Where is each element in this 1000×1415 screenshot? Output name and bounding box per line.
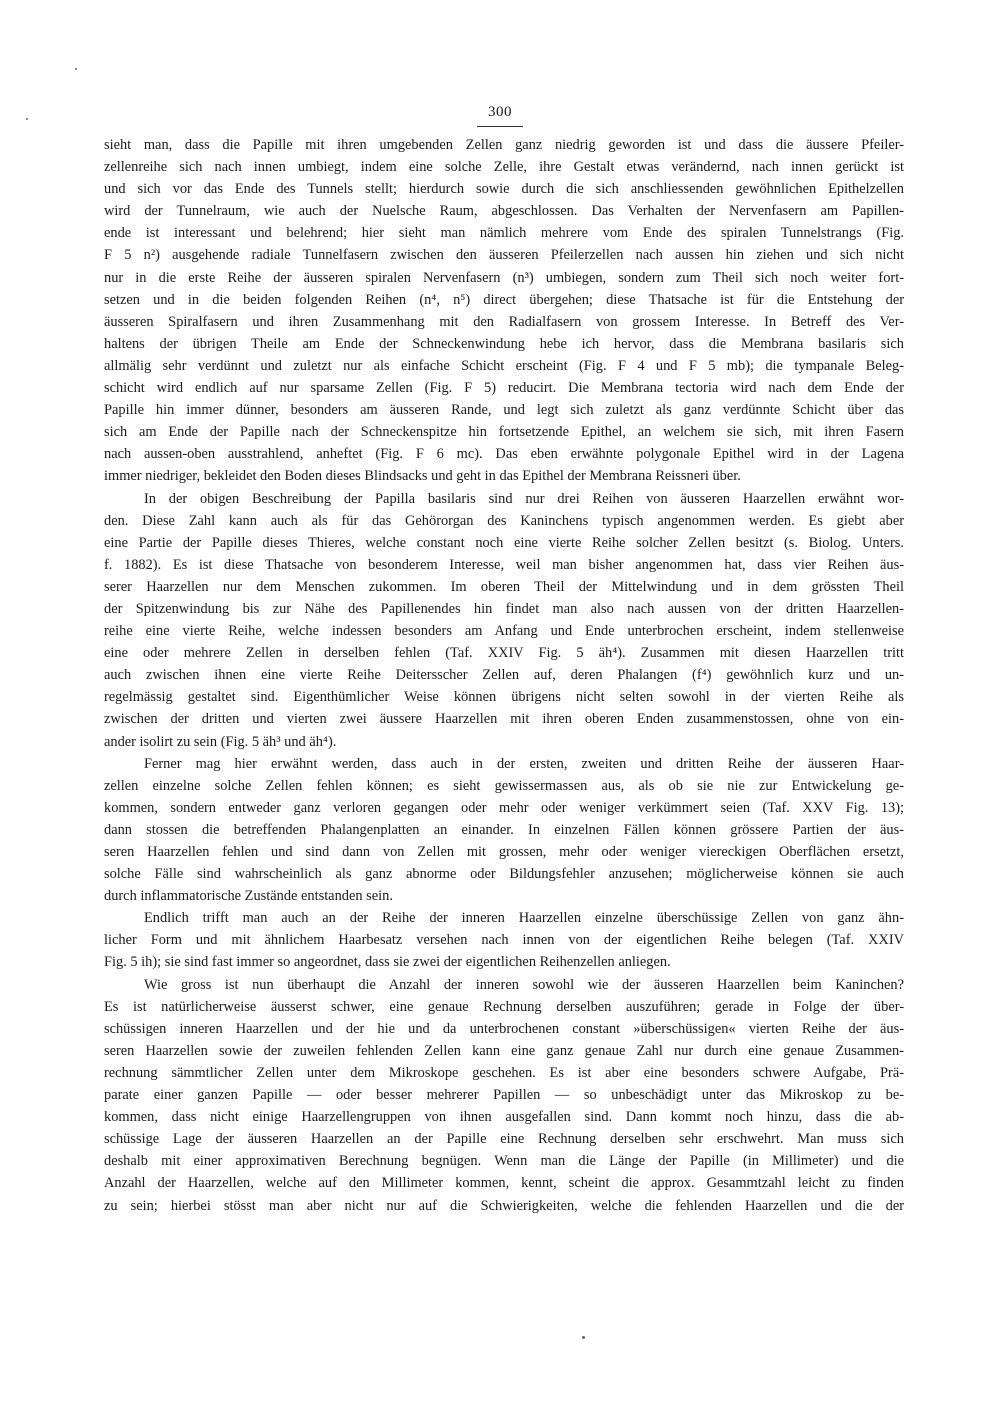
- print-speck: [582, 1336, 585, 1339]
- text-line: rechnung sämmtlicher Zellen unter dem Mikroskope geschehen. Es ist aber eine besonders schwere Aufgabe, Prä-: [104, 1064, 904, 1081]
- text-line: Papille hin immer dünner, besonders am äusseren Rande, und legt sich zuletzt als ganz verdünnte Schicht über das: [104, 402, 904, 419]
- text-line: äusseren Spiralfasern und ihren Zusammenhang mit den Radialfasern von grossem Interesse. In Betreff des Ver-: [104, 313, 904, 330]
- text-line: durch inflammatorische Zustände entstanden sein.: [104, 888, 393, 905]
- text-line: eine Partie der Papille dieses Thieres, welche constant noch eine vierte Reihe solcher Zellen besitzt (s. Biolog. Unters.: [104, 534, 904, 551]
- text-line: setzen und in die beiden folgenden Reihen (n⁴, n⁵) direct übergehen; diese Thatsache ist für die Entstehung der: [104, 291, 904, 308]
- print-speck: [26, 118, 28, 120]
- text-line: reihe eine vierte Reihe, welche indessen besonders am Anfang und Ende unterbrochen erscheint, indem stellenweise: [104, 623, 904, 640]
- page-number-rule: [477, 126, 523, 127]
- text-line: solche Fälle sind wahrscheinlich als ganz abnorme oder Bildungsfehler anzusehen; möglicherweise können sie auch: [104, 866, 904, 883]
- text-line: sieht man, dass die Papille mit ihren umgebenden Zellen ganz niedrig geworden ist und dass die äussere Pfeiler-: [104, 137, 904, 153]
- text-line: ende ist interessant und belehrend; hier sieht man nämlich mehrere vom Ende des spiralen Tunnelstrangs (Fig.: [104, 225, 904, 242]
- text-line: ander isolirt zu sein (Fig. 5 äh³ und äh⁴).: [104, 733, 337, 750]
- text-line: und sich vor das Ende des Tunnels stellt; hierdurch sowie durch die sich anschliessenden gewöhnlichen Epithelzellen: [104, 181, 904, 198]
- text-line: eine oder mehrere Zellen in derselben fehlen (Taf. XXIV Fig. 5 äh⁴). Zusammen mit diesen Haarzellen tritt: [104, 645, 904, 662]
- text-line: f. 1882). Es ist diese Thatsache von besonderem Interesse, weil man bisher angenommen hat, dass vier Reihen äus-: [104, 556, 904, 573]
- text-line: F 5 n²) ausgehende radiale Tunnelfasern zwischen den äusseren Pfeilerzellen nach aussen hin ziehen und sich nicht: [104, 247, 904, 264]
- text-line: schüssige Lage der äusseren Haarzellen an der Papille eine Rechnung derselben sehr erschwehrt. Man muss sich: [104, 1131, 904, 1148]
- text-line: auch zwischen ihnen eine vierte Reihe Deitersscher Zellen auf, deren Phalangen (f⁴) gewöhnlich kurz und un-: [104, 667, 904, 684]
- text-line: kommen, dass nicht einige Haarzellengruppen von ihnen ausgefallen sind. Dann kommt noch hinzu, dass die ab-: [104, 1109, 904, 1126]
- print-speck: [75, 68, 77, 70]
- text-line: schüssigen inneren Haarzellen und der hie und da unterbrochenen constant »überschüssigen« vierten Reihe der äus-: [104, 1020, 904, 1037]
- text-line: sich am Ende der Papille nach der Schneckenspitze hin fortsetzende Epithel, an welchem sie sich, mit ihren Fasern: [104, 424, 904, 441]
- text-line: immer niedriger, bekleidet den Boden dieses Blindsacks und geht in das Epithel der Membrana Reissneri über.: [104, 468, 741, 485]
- text-line: dann stossen die betreffenden Phalangenplatten an einander. In einzelnen Fällen können grössere Partien der äus-: [104, 821, 904, 838]
- text-line: deshalb mit einer approximativen Berechnung begnügen. Wenn man die Länge der Papille (in Millimeter) und die: [104, 1153, 904, 1170]
- text-line: den. Diese Zahl kann auch als für das Gehörorgan des Kaninchens typisch angenommen werden. Es giebt aber: [104, 512, 904, 529]
- text-line: Ferner mag hier erwähnt werden, dass auch in der ersten, zweiten und dritten Reihe der äusseren Haar-: [144, 755, 904, 772]
- text-line: Wie gross ist nun überhaupt die Anzahl der inneren sowohl wie der äusseren Haarzellen beim Kaninchen?: [144, 976, 904, 993]
- text-line: In der obigen Beschreibung der Papilla basilaris sind nur drei Reihen von äusseren Haarzellen erwähnt wor-: [144, 490, 904, 507]
- text-line: seren Haarzellen sowie der zuweilen fehlenden Zellen kann eine ganz genaue Zahl nur durch eine genaue Zusammen-: [104, 1042, 904, 1059]
- text-line: nach aussen-oben ausstrahlend, anheftet (Fig. F 6 mc). Das eben erwähnte polygonale Epithel wird in der Lagena: [104, 446, 904, 463]
- text-line: Es ist natürlicherweise äusserst schwer, eine genaue Rechnung derselben auszuführen; gerade in Folge der über-: [104, 998, 904, 1015]
- text-line: zellenreihe sich nach innen umbiegt, indem eine solche Zelle, ihre Gestalt etwas verändernd, nach innen gerückt ist: [104, 159, 904, 176]
- text-line: parate einer ganzen Papille — oder besser mehrerer Papillen — so unbeschädigt unter das Mikroskop zu be-: [104, 1087, 904, 1104]
- text-line: Endlich trifft man auch an der Reihe der inneren Haarzellen einzelne überschüssige Zellen von ganz ähn-: [144, 910, 904, 927]
- text-line: kommen, sondern entweder ganz verloren gegangen oder mehr oder weniger verkümmert seien (Taf. XXV Fig. 13);: [104, 799, 904, 816]
- body-text: [104, 134, 904, 1217]
- text-line: seren Haarzellen fehlen und sind dann von Zellen mit grossen, mehr oder weniger viereckigen Oberflächen ersetzt,: [104, 844, 904, 860]
- text-line: allmälig sehr verdünnt und zuletzt nur als einfache Schicht erscheint (Fig. F 4 und F 5 mb); die tympanale Beleg-: [104, 357, 904, 374]
- text-line: licher Form und mit ähnlichem Haarbesatz versehen nach innen von der eigentlichen Reihe belegen (Taf. XXIV: [104, 932, 904, 949]
- text-line: nur in die erste Reihe der äusseren spiralen Nervenfasern (n³) umbiegen, sondern zum Theil sich noch weiter fort-: [104, 269, 904, 286]
- text-line: der Spitzenwindung bis zur Nähe des Papillenendes hin findet man also nach aussen von der dritten Haarzellen-: [104, 600, 904, 617]
- text-line: zu sein; hierbei stösst man aber nicht nur auf die Schwierigkeiten, welche die fehlenden Haarzellen und die der: [104, 1197, 904, 1214]
- text-line: Anzahl der Haarzellen, welche auf den Millimeter kommen, kennt, scheint die approx. Gesammtzahl leicht zu finden: [104, 1175, 904, 1192]
- text-line: Fig. 5 ih); sie sind fast immer so angeordnet, dass sie zwei der eigentlichen Reihenzellen anliegen.: [104, 954, 671, 971]
- text-line: zwischen der dritten und vierten zwei äussere Haarzellen mit ihren oberen Enden zusammenstossen, ohne von ein-: [104, 711, 904, 728]
- text-line: haltens der übrigen Theile am Ende der Schneckenwindung hebe ich hervor, dass die Membrana basilaris sich: [104, 335, 904, 352]
- text-line: wird der Tunnelraum, wie auch der Nuelsche Raum, abgeschlossen. Das Verhalten der Nervenfasern am Papillen-: [104, 203, 904, 220]
- page-number: 300: [488, 104, 512, 120]
- text-line: serer Haarzellen nur dem Menschen zukommen. Im oberen Theil der Mittelwindung und in dem grössten Theil: [104, 578, 904, 595]
- text-line: zellen einzelne solche Zellen fehlen können; es sieht gewissermassen aus, als ob sie nie zur Entwickelung ge-: [104, 777, 904, 794]
- text-line: schicht wird endlich auf nur sparsame Zellen (Fig. F 5) reducirt. Die Membrana tectoria wird nach dem Ende der: [104, 380, 904, 397]
- text-line: regelmässig gestaltet sind. Eigenthümlicher Weise können übrigens nicht selten sowohl in der vierten Reihe als: [104, 689, 904, 706]
